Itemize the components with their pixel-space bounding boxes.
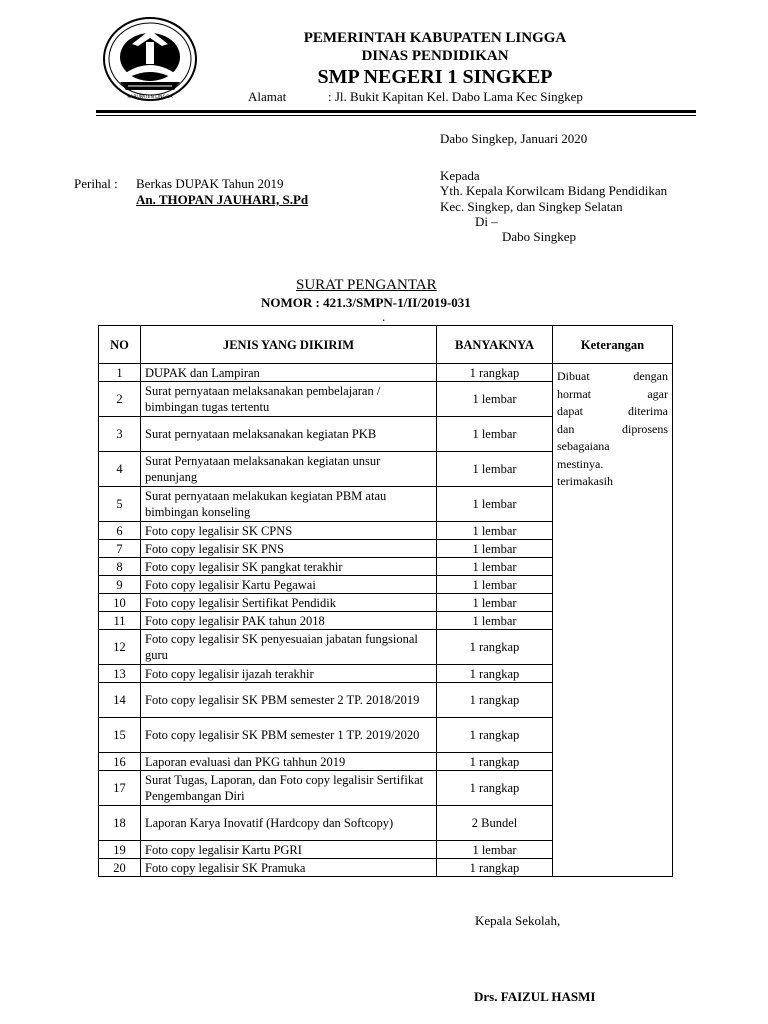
row-qty: 1 rangkap	[437, 630, 553, 665]
header-no: NO	[99, 326, 141, 364]
row-qty: 1 lembar	[437, 594, 553, 612]
recipient-di: Di –	[475, 214, 498, 229]
row-qty: 1 lembar	[437, 612, 553, 630]
row-jenis: Surat pernyataan melakukan kegiatan PBM atau bimbingan konseling	[141, 487, 437, 522]
row-qty: 1 lembar	[437, 540, 553, 558]
row-jenis: Foto copy legalisir SK PBM semester 1 TP. 2019/2020	[141, 718, 437, 753]
row-no: 15	[99, 718, 141, 753]
row-jenis: Surat pernyataan melaksanakan kegiatan PKB	[141, 417, 437, 452]
header-keterangan: Keterangan	[553, 326, 673, 364]
row-qty: 1 rangkap	[437, 771, 553, 806]
row-no: 1	[99, 364, 141, 382]
school-name: SMP NEGERI 1 SINGKEP	[317, 66, 553, 88]
row-qty: 1 rangkap	[437, 364, 553, 382]
row-qty: 1 rangkap	[437, 718, 553, 753]
row-no: 5	[99, 487, 141, 522]
row-qty: 2 Bundel	[437, 806, 553, 841]
row-qty: 1 rangkap	[437, 753, 553, 771]
table-header-row	[99, 326, 673, 364]
recipient-kepada: Kepada	[440, 168, 480, 183]
perihal-an: An. THOPAN JAUHARI, S.Pd	[136, 192, 309, 207]
row-qty: 1 lembar	[437, 382, 553, 417]
row-no: 18	[99, 806, 141, 841]
keterangan-line: dan diprosens	[557, 421, 668, 436]
recipient-yth: Yth. Kepala Korwilcam Bidang Pendidikan	[440, 183, 668, 198]
row-jenis: Surat Pernyataan melaksanakan kegiatan unsur penunjang	[141, 452, 437, 487]
row-qty: 1 rangkap	[437, 859, 553, 877]
row-jenis: Foto copy legalisir SK CPNS	[141, 522, 437, 540]
row-no: 10	[99, 594, 141, 612]
letterhead-line-2: DINAS PENDIDIKAN	[361, 48, 509, 64]
row-jenis: Foto copy legalisir SK PBM semester 2 TP. 2018/2019	[141, 683, 437, 718]
row-no: 9	[99, 576, 141, 594]
perihal-label: Perihal :	[74, 176, 118, 191]
row-qty: 1 rangkap	[437, 683, 553, 718]
address-value: : Jl. Bukit Kapitan Kel. Dabo Lama Kec Singkep	[328, 89, 583, 104]
row-jenis: Foto copy legalisir Kartu PGRI	[141, 841, 437, 859]
row-jenis: Foto copy legalisir Kartu Pegawai	[141, 576, 437, 594]
row-jenis: Foto copy legalisir Sertifikat Pendidik	[141, 594, 437, 612]
row-qty: 1 lembar	[437, 452, 553, 487]
row-qty: 1 rangkap	[437, 665, 553, 683]
row-no: 2	[99, 382, 141, 417]
keterangan-line: mestinya.	[557, 456, 604, 471]
row-jenis: Surat Tugas, Laporan, dan Foto copy legalisir Sertifikat Pengembangan Diri	[141, 771, 437, 806]
header-rule-thick	[96, 110, 696, 113]
keterangan-line: dapat diterima	[557, 404, 668, 418]
keterangan-line: hormat agar	[557, 386, 668, 401]
row-no: 7	[99, 540, 141, 558]
header-rule-thin	[96, 115, 696, 116]
address-label: Alamat	[248, 89, 287, 104]
row-jenis: Foto copy legalisir SK PNS	[141, 540, 437, 558]
row-qty: 1 lembar	[437, 487, 553, 522]
row-no: 6	[99, 522, 141, 540]
keterangan-line: sebagaiana	[557, 439, 610, 453]
keterangan-line: terimakasih	[557, 474, 613, 488]
signature-name: Drs. FAIZUL HASMI	[474, 989, 596, 1004]
row-no: 12	[99, 630, 141, 665]
row-qty: 1 lembar	[437, 522, 553, 540]
recipient-city: Dabo Singkep	[502, 229, 577, 244]
row-qty: 1 lembar	[437, 417, 553, 452]
letter-title: SURAT PENGANTAR	[296, 277, 437, 293]
row-jenis: Foto copy legalisir SK penyesuaian jabatan fungsional guru	[141, 630, 437, 665]
header-banyaknya: BANYAKNYA	[437, 326, 553, 364]
keterangan-line: Dibuat dengan	[557, 369, 668, 383]
row-jenis: Foto copy legalisir SK pangkat terakhir	[141, 558, 437, 576]
header-jenis: JENIS YANG DIKIRIM	[141, 326, 437, 364]
kabupaten-lingga-logo	[102, 16, 198, 102]
svg-text:KABUPATEN LINGGA: KABUPATEN LINGGA	[127, 95, 173, 100]
row-no: 4	[99, 452, 141, 487]
place-date: Dabo Singkep, Januari 2020	[440, 131, 588, 146]
row-no: 20	[99, 859, 141, 877]
row-qty: 1 lembar	[437, 841, 553, 859]
keterangan-cell	[553, 364, 673, 877]
row-qty: 1 lembar	[437, 576, 553, 594]
row-no: 11	[99, 612, 141, 630]
row-qty: 1 lembar	[437, 558, 553, 576]
row-jenis: Laporan evaluasi dan PKG tahhun 2019	[141, 753, 437, 771]
perihal-value: Berkas DUPAK Tahun 2019	[136, 176, 284, 191]
row-jenis: Surat pernyataan melaksanakan pembelajaran / bimbingan tugas tertentu	[141, 382, 437, 417]
row-no: 13	[99, 665, 141, 683]
row-jenis: Foto copy legalisir PAK tahun 2018	[141, 612, 437, 630]
row-no: 14	[99, 683, 141, 718]
row-no: 3	[99, 417, 141, 452]
row-no: 8	[99, 558, 141, 576]
row-no: 16	[99, 753, 141, 771]
row-jenis: DUPAK dan Lampiran	[141, 364, 437, 382]
signature-role: Kepala Sekolah,	[475, 913, 561, 928]
row-no: 19	[99, 841, 141, 859]
table-row	[99, 364, 673, 382]
row-jenis: Foto copy legalisir ijazah terakhir	[141, 665, 437, 683]
letter-number: NOMOR : 421.3/SMPN-1/II/2019-031	[261, 295, 471, 310]
letterhead-line-1: PEMERINTAH KABUPATEN LINGGA	[303, 30, 567, 46]
number-dot: .	[382, 309, 386, 324]
recipient-kec: Kec. Singkep, dan Singkep Selatan	[440, 199, 623, 214]
row-jenis: Laporan Karya Inovatif (Hardcopy dan Softcopy)	[141, 806, 437, 841]
row-jenis: Foto copy legalisir SK Pramuka	[141, 859, 437, 877]
row-no: 17	[99, 771, 141, 806]
items-table	[98, 325, 673, 877]
